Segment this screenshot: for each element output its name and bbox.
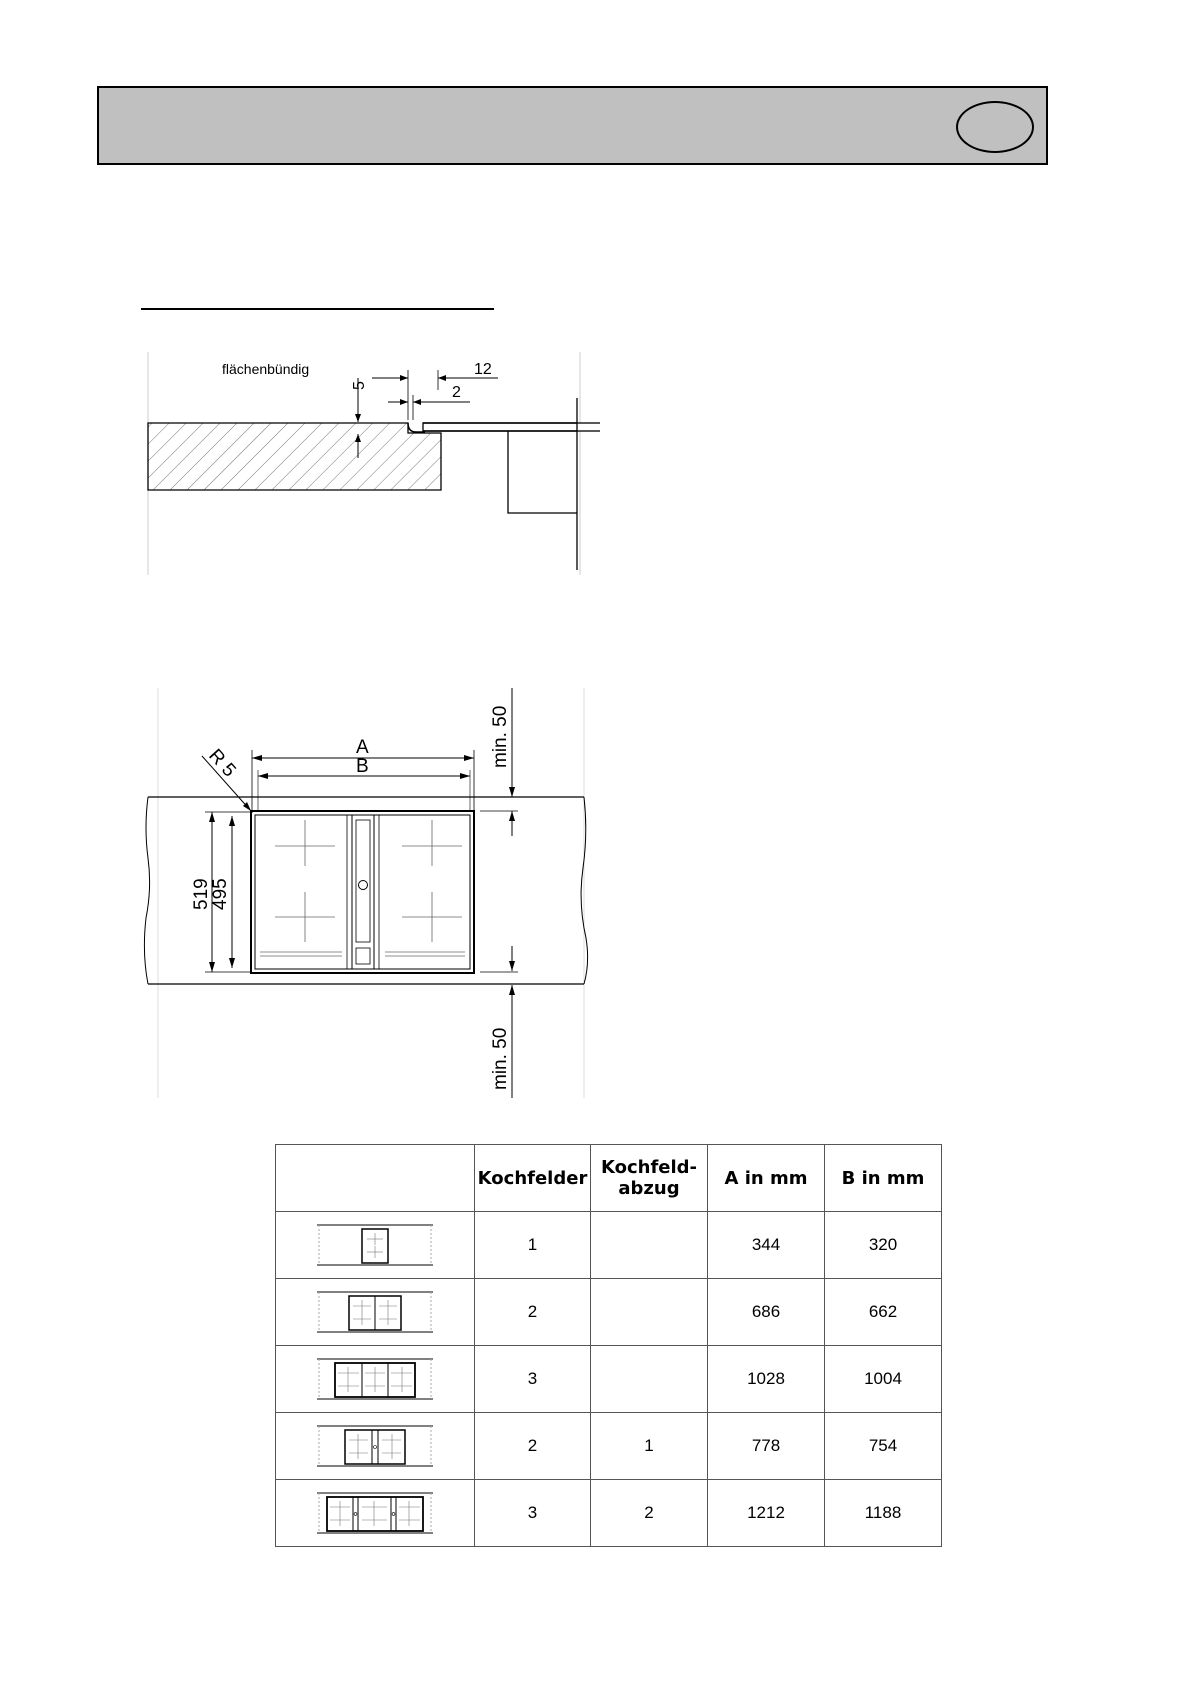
hob-3-zone-icon: [276, 1346, 475, 1413]
hob-2-zone-1-vent-icon: [276, 1413, 475, 1480]
abzug-cell: [591, 1346, 708, 1413]
dim-edge-label: 2: [452, 384, 461, 401]
flush-mount-section-drawing: [140, 350, 600, 575]
kochfelder-cell: 3: [475, 1346, 591, 1413]
a-cell: 686: [708, 1279, 825, 1346]
abzug-cell: 2: [591, 1480, 708, 1547]
header-b: B in mm: [825, 1145, 942, 1212]
table-row: [276, 1413, 942, 1480]
b-cell: 320: [825, 1212, 942, 1279]
hob-1-zone-icon: [276, 1212, 475, 1279]
dim-depth-label: 5: [351, 381, 368, 390]
b-cell: 754: [825, 1413, 942, 1480]
table-row: [276, 1346, 942, 1413]
abzug-cell: [591, 1279, 708, 1346]
header-empty: [276, 1145, 475, 1212]
cutout-plan-drawing: [140, 688, 600, 1100]
abzug-cell: [591, 1212, 708, 1279]
kochfelder-cell: 2: [475, 1413, 591, 1480]
b-cell: 662: [825, 1279, 942, 1346]
flush-label: flächenbündig: [222, 361, 310, 377]
header-kochfelder: Kochfelder: [475, 1145, 591, 1212]
header-bar: [97, 86, 1048, 165]
kochfelder-cell: 2: [475, 1279, 591, 1346]
a-cell: 344: [708, 1212, 825, 1279]
min-bottom-label: min. 50: [490, 1027, 511, 1090]
dim-gap-label: 12: [474, 361, 492, 378]
header-abzug: Kochfeld- abzug: [591, 1145, 708, 1212]
min-top-label: min. 50: [490, 705, 511, 768]
section-heading-rule: [141, 308, 494, 310]
table-header-row: [276, 1145, 942, 1212]
country-code-oval: [956, 101, 1034, 153]
b-cell: 1004: [825, 1346, 942, 1413]
b-cell: 1188: [825, 1480, 942, 1547]
dim-inner-label: 495: [210, 878, 231, 910]
a-cell: 778: [708, 1413, 825, 1480]
table-row: [276, 1212, 942, 1279]
kochfelder-cell: 3: [475, 1480, 591, 1547]
a-cell: 1028: [708, 1346, 825, 1413]
dim-outer-label: 519: [191, 878, 212, 910]
dim-a-label: A: [356, 737, 369, 758]
dim-b-label: B: [356, 756, 369, 777]
a-cell: 1212: [708, 1480, 825, 1547]
table-row: [276, 1279, 942, 1346]
header-a: A in mm: [708, 1145, 825, 1212]
abzug-cell: 1: [591, 1413, 708, 1480]
worktop-section: [148, 423, 441, 490]
hob-3-zone-2-vent-icon: [276, 1480, 475, 1547]
hob-glass-section: [423, 423, 600, 431]
hob-outline: [251, 811, 474, 973]
table-row: [276, 1480, 942, 1547]
kochfelder-cell: 1: [475, 1212, 591, 1279]
vent-column: [352, 815, 374, 969]
hob-2-zone-icon: [276, 1279, 475, 1346]
radius-label: R 5: [204, 745, 240, 782]
cutout-dimensions-table: [275, 1144, 942, 1547]
